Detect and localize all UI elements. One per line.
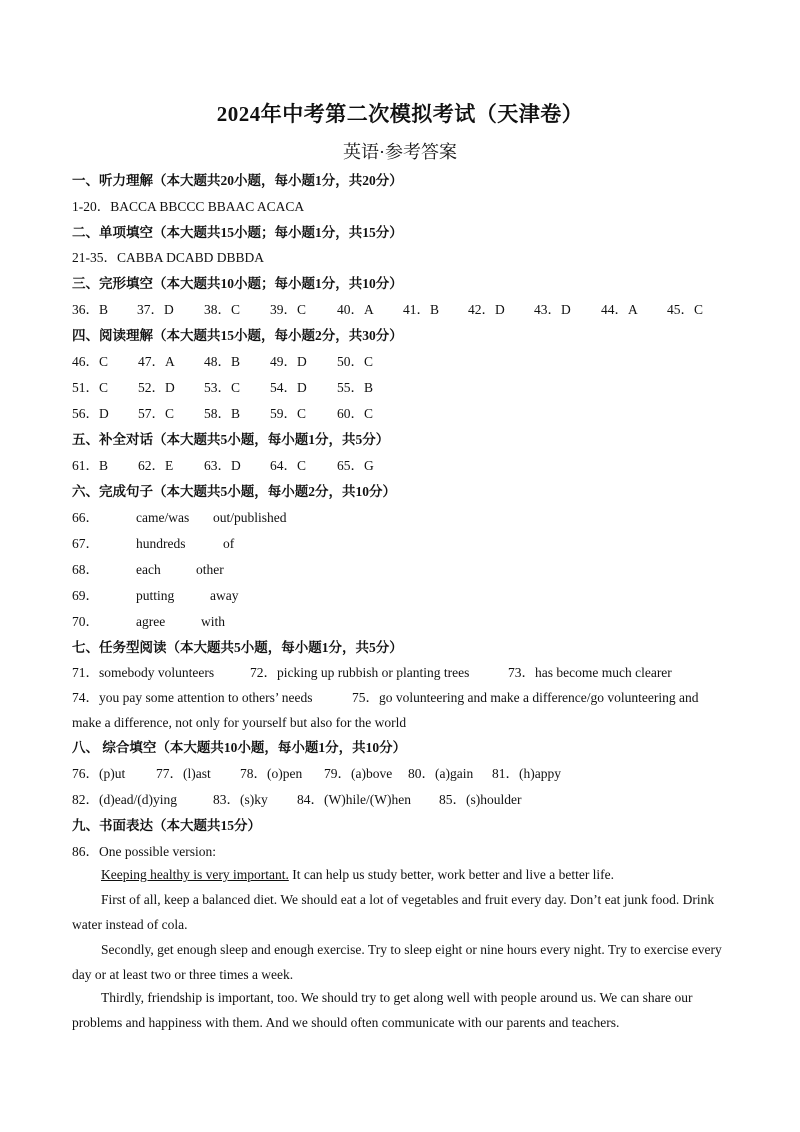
section-6-row <box>72 509 472 527</box>
answer-item: 52．D <box>138 380 175 395</box>
answer-item: 42．D <box>468 302 505 317</box>
answer-item: 55．B <box>337 380 374 395</box>
answer-item: 46．C <box>72 354 109 369</box>
page-subtitle: 英语·参考答案 <box>343 142 457 162</box>
section-3-answers <box>72 301 722 319</box>
section-1-heading: 一、听力理解（本大题共20小题，每小题1分，共20分） <box>72 173 403 188</box>
answer-item: 75．go volunteering and make a difference/go volunteering and <box>352 690 699 705</box>
section-4-row <box>72 379 472 397</box>
answer-item: 39．C <box>270 302 307 317</box>
section-7-heading: 七、任务型阅读（本大题共5小题，每小题1分，共5分） <box>72 640 403 655</box>
answer-item: 47．A <box>138 354 175 369</box>
answer-item: 78．(o)pen <box>240 766 303 781</box>
section-9-heading: 九、书面表达（本大题共15分） <box>72 818 261 833</box>
item-number: 68． <box>72 562 99 577</box>
answer-item: 38．C <box>204 302 241 317</box>
answer-item: 64．C <box>270 458 307 473</box>
answer-part-a: agree <box>136 614 166 629</box>
section-6-row <box>72 535 472 553</box>
answer-item: 45．C <box>667 302 704 317</box>
answer-item: 53．C <box>204 380 241 395</box>
answer-item: 59．C <box>270 406 307 421</box>
answer-part-a: hundreds <box>136 536 186 551</box>
essay-paragraph-3: Secondly, get enough sleep and enough exercise. Try to sleep eight or nine hours every night. Try to exercise every day or at least two or three times a week. <box>72 942 722 982</box>
section-2-answers: 21-35．CABBA DCABD DBBDA <box>72 250 265 265</box>
answer-item: 79．(a)bove <box>324 766 393 781</box>
answer-item: 84．(W)hile/(W)hen <box>297 792 411 807</box>
answer-item: 82．(d)ead/(d)ying <box>72 792 177 807</box>
section-1-answers: 1-20．BACCA BBCCC BBAAC ACACA <box>72 199 305 214</box>
section-5-answers <box>72 457 472 475</box>
section-4-heading: 四、阅读理解（本大题共15小题，每小题2分，共30分） <box>72 328 403 343</box>
section-6-heading: 六、完成句子（本大题共5小题，每小题2分，共10分） <box>72 484 396 499</box>
answer-item: 58．B <box>204 406 241 421</box>
answer-item: 49．D <box>270 354 307 369</box>
section-6-row <box>72 613 472 631</box>
section-5-heading: 五、补全对话（本大题共5小题，每小题1分，共5分） <box>72 432 390 447</box>
answer-part-b: other <box>196 562 224 577</box>
answer-item: 72．picking up rubbish or planting trees <box>250 665 470 680</box>
answer-part-b: with <box>201 614 226 629</box>
section-4-row <box>72 405 472 423</box>
answer-item: 61．B <box>72 458 109 473</box>
section-4-row <box>72 353 472 371</box>
section-3-heading: 三、完形填空（本大题共10小题；每小题1分，共10分） <box>72 276 403 291</box>
answer-part-b: out/published <box>213 510 287 525</box>
section-6-row <box>72 587 472 605</box>
answer-item: 60．C <box>337 406 374 421</box>
essay-paragraph-2: First of all, keep a balanced diet. We should eat a lot of vegetables and fruit every day. Don’t eat junk food. Drink water instead of cola. <box>72 892 715 932</box>
item-number: 67． <box>72 536 99 551</box>
answer-item: 41．B <box>403 302 440 317</box>
answer-item: 71．somebody volunteers <box>72 665 215 680</box>
section-8-row <box>72 765 672 783</box>
item-number: 69． <box>72 588 99 603</box>
answer-item: 50．C <box>337 354 374 369</box>
answer-item: 85．(s)houlder <box>439 792 522 807</box>
answer-part-a: came/was <box>136 510 190 525</box>
answer-item: 80．(a)gain <box>408 766 474 781</box>
answer-item: 74．you pay some attention to others’ needs <box>72 690 313 705</box>
answer-item: 77．(l)ast <box>156 766 211 781</box>
answer-item: 36．B <box>72 302 109 317</box>
answer-item: 73．has become much clearer <box>508 665 672 680</box>
item-number: 70． <box>72 614 99 629</box>
section-8-row <box>72 791 672 809</box>
answer-item: 40．A <box>337 302 374 317</box>
answer-item: 51．C <box>72 380 109 395</box>
answer-part-a: each <box>136 562 161 577</box>
answer-part-b: away <box>210 588 239 603</box>
section-6-row <box>72 561 472 579</box>
answer-item: 44．A <box>601 302 638 317</box>
answer-part-b: of <box>223 536 235 551</box>
answer-item: 63．D <box>204 458 241 473</box>
answer-item: 65．G <box>337 458 374 473</box>
answer-item: 54．D <box>270 380 307 395</box>
section-7-row <box>72 664 722 682</box>
section-7-row <box>72 689 722 707</box>
essay-paragraph-1-text: It can help us study better, work better and live a better life. <box>288 867 615 882</box>
answer-item: 62．E <box>138 458 174 473</box>
item-number: 66． <box>72 510 99 525</box>
essay-intro: 86．One possible version: <box>72 844 216 859</box>
page-title: 2024年中考第二次模拟考试（天津卷） <box>216 102 584 126</box>
essay-topic-sentence: Keeping healthy is very important. <box>101 867 289 882</box>
answer-part-a: putting <box>136 588 175 603</box>
answer-item: 56．D <box>72 406 109 421</box>
essay-paragraph-4: Thirdly, friendship is important, too. We should try to get along well with people around us. We can share our problems and happiness with them. And we should often communicate with our parents and teachers. <box>72 990 693 1030</box>
essay-paragraph-1 <box>72 862 722 887</box>
section-2-heading: 二、单项填空（本大题共15小题；每小题1分，共15分） <box>72 225 403 240</box>
answer-item: 81．(h)appy <box>492 766 561 781</box>
answer-item: 83．(s)ky <box>213 792 268 807</box>
answer-item: 57．C <box>138 406 175 421</box>
answer-item: 43．D <box>534 302 571 317</box>
answer-item: 76．(p)ut <box>72 766 126 781</box>
section-8-heading: 八、 综合填空（本大题共10小题，每小题1分，共10分） <box>72 740 407 755</box>
answer-item: 48．B <box>204 354 241 369</box>
section-7-continuation: make a difference, not only for yourself but also for the world <box>72 715 407 730</box>
answer-item: 37．D <box>137 302 174 317</box>
